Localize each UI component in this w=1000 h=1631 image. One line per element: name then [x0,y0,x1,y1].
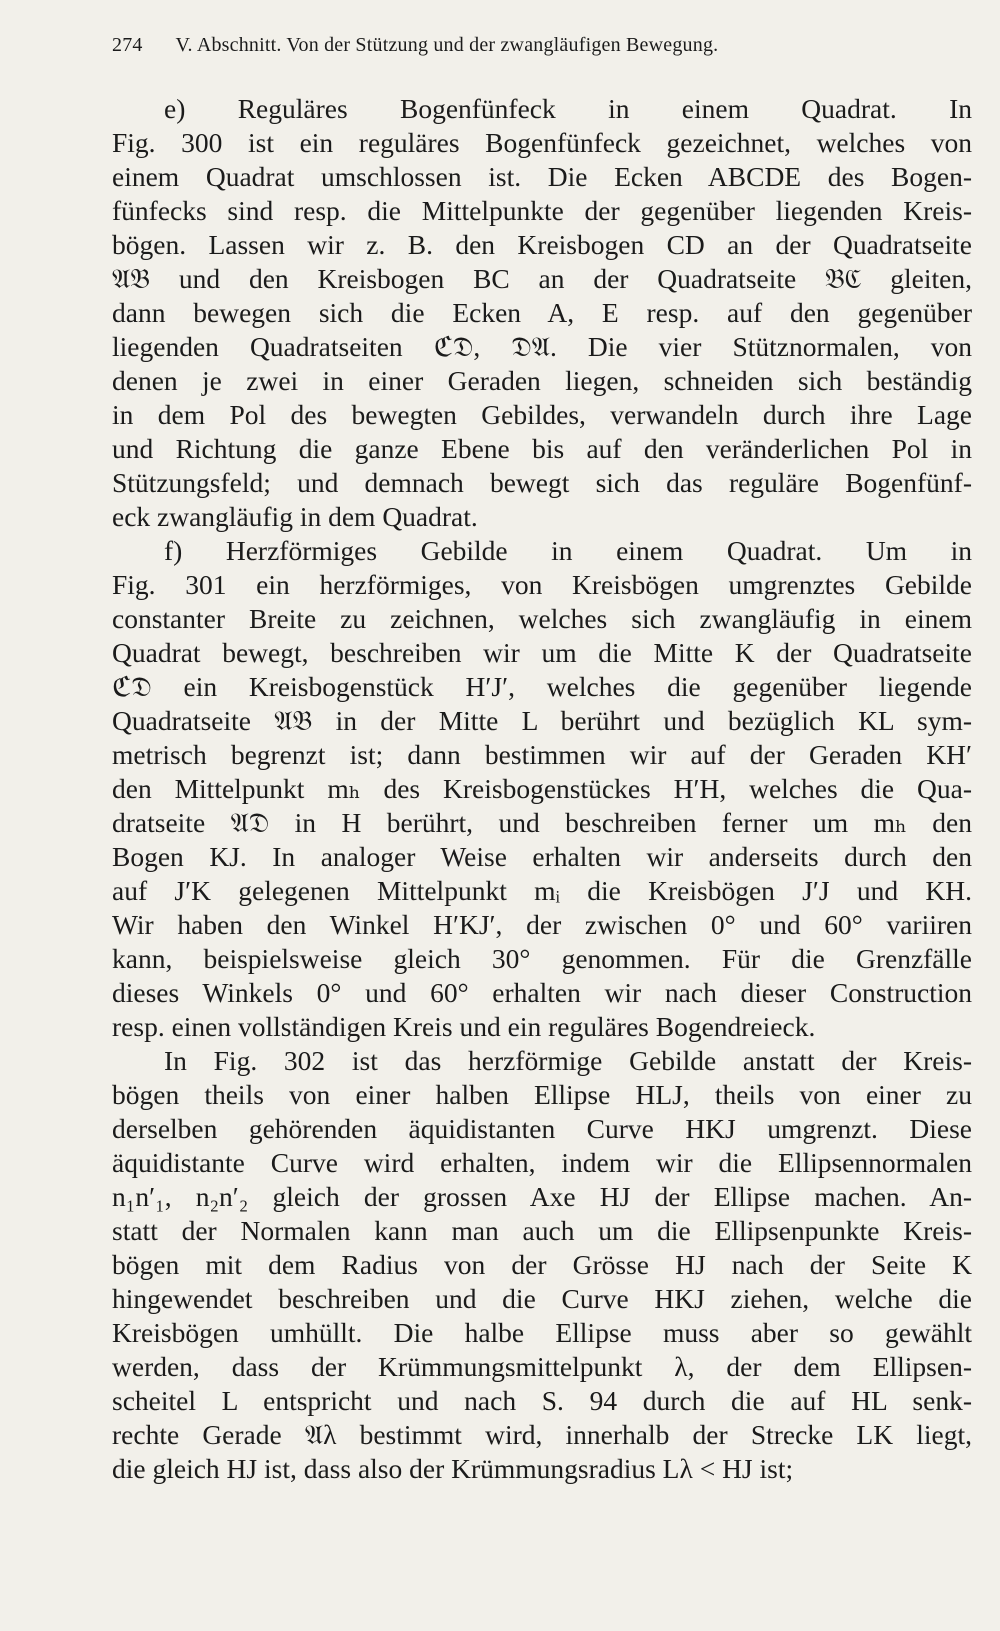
text-line: scheitel L entspricht und nach S. 94 durch die auf HL senk- [112,1385,972,1416]
text-line: Stützungsfeld; und demnach bewegt sich das reguläre Bogenfünf- [112,467,972,498]
text-line: dann bewegen sich die Ecken A, E resp. auf den gegenüber [112,297,972,328]
running-head [112,34,902,57]
text-line: Quadrat bewegt, beschreiben wir um die Mitte K der Quadratseite [112,637,972,668]
text-line: resp. einen vollständigen Kreis und ein reguläres Bogendreieck. [112,1011,816,1042]
text-line: metrisch begrenzt ist; dann bestimmen wir auf der Geraden KH′ [112,739,972,770]
text-line: dratseite 𝔄𝔇 in H berührt, und beschreiben ferner um mₕ den [112,807,972,838]
text-line: bögen mit dem Radius von der Grösse HJ nach der Seite K [112,1249,972,1280]
text-line: ℭ𝔇 ein Kreisbogenstück H′J′, welches die gegenüber liegende [112,671,972,702]
text-line: f) Herzförmiges Gebilde in einem Quadrat. Um in [164,535,972,566]
body-text [112,92,972,1486]
text-line: Quadratseite 𝔄𝔅 in der Mitte L berührt und bezüglich KL sym- [112,705,972,736]
text-line: derselben gehörenden äquidistanten Curve HKJ umgrenzt. Diese [112,1113,972,1144]
text-line: fünfecks sind resp. die Mittelpunkte der gegenüber liegenden Kreis- [112,195,972,226]
text-line: e) Reguläres Bogenfünfeck in einem Quadrat. In [164,93,972,124]
text-line: in dem Pol des bewegten Gebildes, verwandeln durch ihre Lage [112,399,972,430]
text-line: Kreisbögen umhüllt. Die halbe Ellipse muss aber so gewählt [112,1317,972,1348]
text-line: den Mittelpunkt mₕ des Kreisbogenstückes H′H, welches die Qua- [112,773,972,804]
text-line: Wir haben den Winkel H′KJ′, der zwischen 0° und 60° variiren [112,909,972,940]
text-line: auf J′K gelegenen Mittelpunkt mᵢ die Kreisbögen J′J und KH. [112,875,972,906]
text-line: In Fig. 302 ist das herzförmige Gebilde anstatt der Kreis- [164,1045,972,1076]
text-line: einem Quadrat umschlossen ist. Die Ecken ABCDE des Bogen- [112,161,972,192]
text-line: bögen. Lassen wir z. B. den Kreisbogen CD an der Quadratseite [112,229,972,260]
text-line: dieses Winkels 0° und 60° erhalten wir nach dieser Construction [112,977,972,1008]
text-line: werden, dass der Krümmungsmittelpunkt λ, der dem Ellipsen- [112,1351,972,1382]
chapter-title: V. Abschnitt. Von der Stützung und der zwangläufigen Bewegung. [175,34,719,56]
text-line: constanter Breite zu zeichnen, welches sich zwangläufig in einem [112,603,972,634]
text-line: liegenden Quadratseiten ℭ𝔇, 𝔇𝔄. Die vier Stütznormalen, von [112,331,972,362]
text-line: Fig. 301 ein herzförmiges, von Kreisbögen umgrenztes Gebilde [112,569,972,600]
page-number: 274 [112,34,143,56]
text-line: eck zwangläufig in dem Quadrat. [112,501,478,532]
text-line: 𝔄𝔅 und den Kreisbogen BC an der Quadratseite 𝔅ℭ gleiten, [112,263,972,294]
text-line: Fig. 300 ist ein reguläres Bogenfünfeck gezeichnet, welches von [112,127,972,158]
text-line: bögen theils von einer halben Ellipse HLJ, theils von einer zu [112,1079,972,1110]
text-line: äquidistante Curve wird erhalten, indem wir die Ellipsennormalen [112,1147,972,1178]
text-line: hingewendet beschreiben und die Curve HKJ ziehen, welche die [112,1283,972,1314]
text-line: rechte Gerade 𝔄λ bestimmt wird, innerhalb der Strecke LK liegt, [112,1419,972,1450]
text-line: und Richtung die ganze Ebene bis auf den veränderlichen Pol in [112,433,972,464]
text-line: Bogen KJ. In analoger Weise erhalten wir anderseits durch den [112,841,972,872]
text-line: die gleich HJ ist, dass also der Krümmungsradius Lλ < HJ ist; [112,1453,794,1484]
text-line: statt der Normalen kann man auch um die Ellipsenpunkte Kreis- [112,1215,972,1246]
text-line: kann, beispielsweise gleich 30° genommen. Für die Grenzfälle [112,943,972,974]
text-line: n₁n′₁, n₂n′₂ gleich der grossen Axe HJ der Ellipse machen. An- [112,1181,972,1212]
text-line: denen je zwei in einer Geraden liegen, schneiden sich beständig [112,365,972,396]
